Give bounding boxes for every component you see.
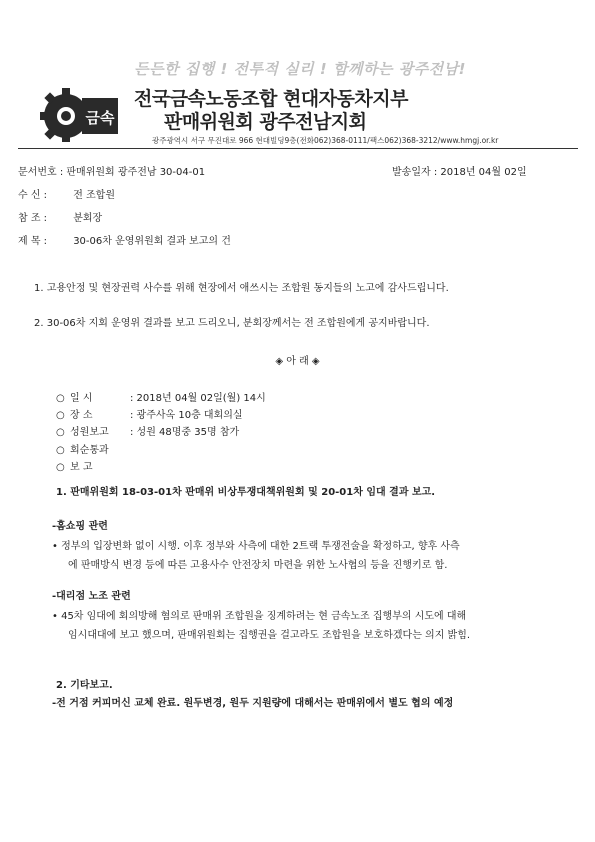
list-item bbox=[56, 389, 266, 404]
send-date-label: 발송일자 : bbox=[392, 167, 438, 178]
reference-label: 참 조 : bbox=[18, 213, 48, 224]
section-title: ◈ 아 래 ◈ bbox=[275, 356, 320, 367]
header-divider bbox=[18, 148, 578, 149]
org-name-line2: 판매위원회 광주전남지회 bbox=[164, 111, 367, 133]
circle-bullet: ○ bbox=[56, 445, 65, 456]
item-label: 보 고 bbox=[70, 462, 93, 473]
item-label: 성원보고 bbox=[70, 427, 109, 438]
item-value: : 광주사옥 10층 대회의실 bbox=[130, 410, 243, 421]
item-label: 일 시 bbox=[70, 393, 93, 404]
report-2-line: -전 거점 커피머신 교체 완료. 원두변경, 원두 지원량에 대해서는 판매위에서 별도 협의 예정 bbox=[52, 698, 454, 709]
send-date-row bbox=[392, 163, 527, 178]
homeshopping-line-2: 에 판매방식 변경 등에 따른 고용사수 안전장치 마련을 위한 노사협의 등을 진행키로 함. bbox=[68, 560, 448, 571]
item-value: : 2018년 04월 02일(월) 14시 bbox=[130, 393, 266, 404]
report-1-heading: 1. 판매위원회 18-03-01차 판매위 비상투쟁대책위원회 및 20-01차 임대 결과 보고. bbox=[56, 487, 436, 498]
paragraph-2: 2. 30-06차 지회 운영위 결과를 보고 드리오니, 분회장께서는 전 조합원에게 공지바랍니다. bbox=[34, 318, 430, 329]
reference-row bbox=[18, 209, 102, 224]
homeshopping-line-1: • 정부의 입장변화 없이 시행. 이후 정부와 사측에 대한 2트랙 투쟁전술을 확정하고, 향후 사측 bbox=[52, 541, 460, 552]
union-logo bbox=[40, 84, 120, 144]
reference-value: 분회장 bbox=[73, 213, 103, 224]
report-2-heading: 2. 기타보고. bbox=[56, 680, 113, 691]
homeshopping-heading: -홈쇼핑 관련 bbox=[52, 521, 108, 532]
recipient-value: 전 조합원 bbox=[73, 190, 116, 201]
item-label: 장 소 bbox=[70, 410, 93, 421]
list-item bbox=[56, 458, 130, 473]
item-value: : 성원 48명중 35명 참가 bbox=[130, 427, 240, 438]
subject-row bbox=[18, 232, 231, 247]
circle-bullet: ○ bbox=[56, 462, 65, 473]
circle-bullet: ○ bbox=[56, 393, 65, 404]
org-name-line1: 전국금속노동조합 현대자동차지부 bbox=[134, 88, 408, 110]
dealer-union-line-2: 임시대대에 보고 했으며, 판매위원회는 집행권을 걸고라도 조합원을 보호하겠다는 의지 밝힘. bbox=[68, 630, 471, 641]
address-line: 광주광역시 서구 무진대로 966 현대빌딩9층(전화062)368-0111/팩스062)368-3212/www.hmgj.or.kr bbox=[152, 136, 499, 145]
list-item bbox=[56, 406, 243, 421]
circle-bullet: ○ bbox=[56, 427, 65, 438]
paragraph-1: 1. 고용안정 및 현장권력 사수를 위해 현장에서 애쓰시는 조합원 동지들의 노고에 감사드립니다. bbox=[34, 283, 449, 294]
list-item bbox=[56, 423, 239, 438]
recipient-label: 수 신 : bbox=[18, 190, 48, 201]
gear-icon bbox=[40, 88, 88, 142]
doc-number-label: 문서번호 : bbox=[18, 167, 64, 178]
subject-label: 제 목 : bbox=[18, 236, 48, 247]
list-item bbox=[56, 441, 130, 456]
slogan-banner: 든든한 집행 ! 전투적 실리 ! 함께하는 광주전남! bbox=[134, 60, 466, 78]
doc-number-row bbox=[18, 163, 205, 178]
send-date-value: 2018년 04월 02일 bbox=[440, 167, 527, 178]
dealer-union-heading: -대리점 노조 관련 bbox=[52, 591, 131, 602]
doc-number-value: 판매위원회 광주전남 30-04-01 bbox=[66, 167, 206, 178]
subject-value: 30-06차 운영위원회 결과 보고의 건 bbox=[73, 236, 231, 247]
dealer-union-line-1: • 45차 임대에 회의방해 혐의로 판매위 조합원을 징계하려는 현 금속노조 집행부의 시도에 대해 bbox=[52, 611, 467, 622]
logo-text: 금속 bbox=[85, 109, 115, 127]
item-label: 회순통과 bbox=[70, 445, 109, 456]
recipient-row bbox=[18, 186, 115, 201]
circle-bullet: ○ bbox=[56, 410, 65, 421]
